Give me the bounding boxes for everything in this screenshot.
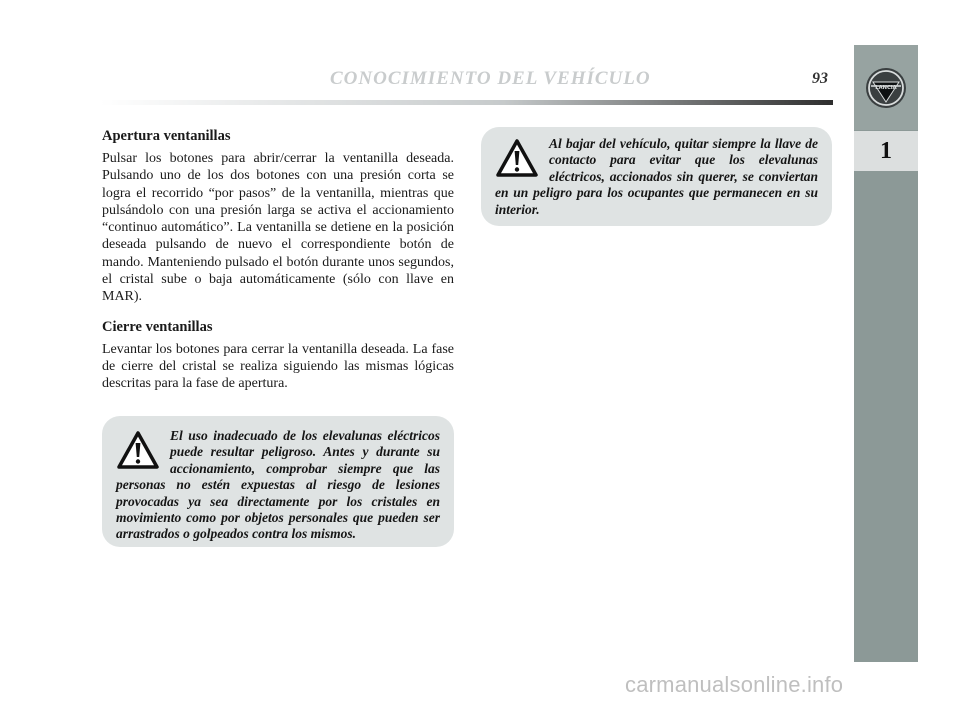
section-heading-apertura: Apertura ventanillas	[102, 128, 231, 144]
warning-triangle-icon	[116, 430, 160, 470]
section-heading-cierre: Cierre ventanillas	[102, 318, 213, 335]
main-text-column	[102, 127, 454, 405]
warning-triangle-icon	[495, 138, 539, 178]
header-divider	[100, 100, 833, 105]
warning-box-elevalunas	[102, 416, 454, 547]
section-body-apertura: Pulsar los botones para abrir/cerrar la ventanilla deseada. Pulsando uno de los dos botones con una presión corta se logra el recorrido “por pasos” de la ventanilla, mientras que pulsándolo con una presión larga se activa el accionamiento “continuo automático”. La ventanilla se detiene en la posición deseada pulsando de nuevo el correspondiente botón de mando. Manteniendo pulsado el botón durante unos segundos, el cristal sube o baja automáticamente (sólo con llave en MAR).	[102, 151, 454, 305]
page-header-title: CONOCIMIENTO DEL VEHÍCULO	[330, 68, 651, 89]
watermark-link[interactable]: carmanualsonline.info	[625, 672, 844, 697]
logo-box	[854, 45, 918, 130]
chapter-number: 1	[854, 131, 918, 171]
logo-text: LANCIA	[875, 84, 897, 91]
page-number: 93	[812, 70, 828, 87]
section-body-cierre: Levantar los botones para cerrar la ventanilla deseada. La fase de cierre del cristal se realiza siguiendo las mismas lógicas descritas para la fase de apertura.	[102, 341, 454, 392]
warning-box-llave	[481, 127, 832, 226]
lancia-shield-logo-icon	[863, 65, 909, 111]
warning-text-llave: Al bajar del vehículo, quitar siempre la llave de contacto para evitar que los elevalunas eléctricos, accionados sin querer, se conviertan en un peligro para los ocupantes que permanecen en su interior.	[495, 136, 818, 217]
warning-text-elevalunas: El uso inadecuado de los elevalunas eléctricos puede resultar peligroso. Antes y durante su accionamiento, comprobar siempre que las personas no estén expuestas al riesgo de lesiones provocadas ya sea directamente por los cristales en movimiento como por objetos personales que pueden ser arrastrados o golpeados contra los mismos.	[116, 428, 440, 542]
